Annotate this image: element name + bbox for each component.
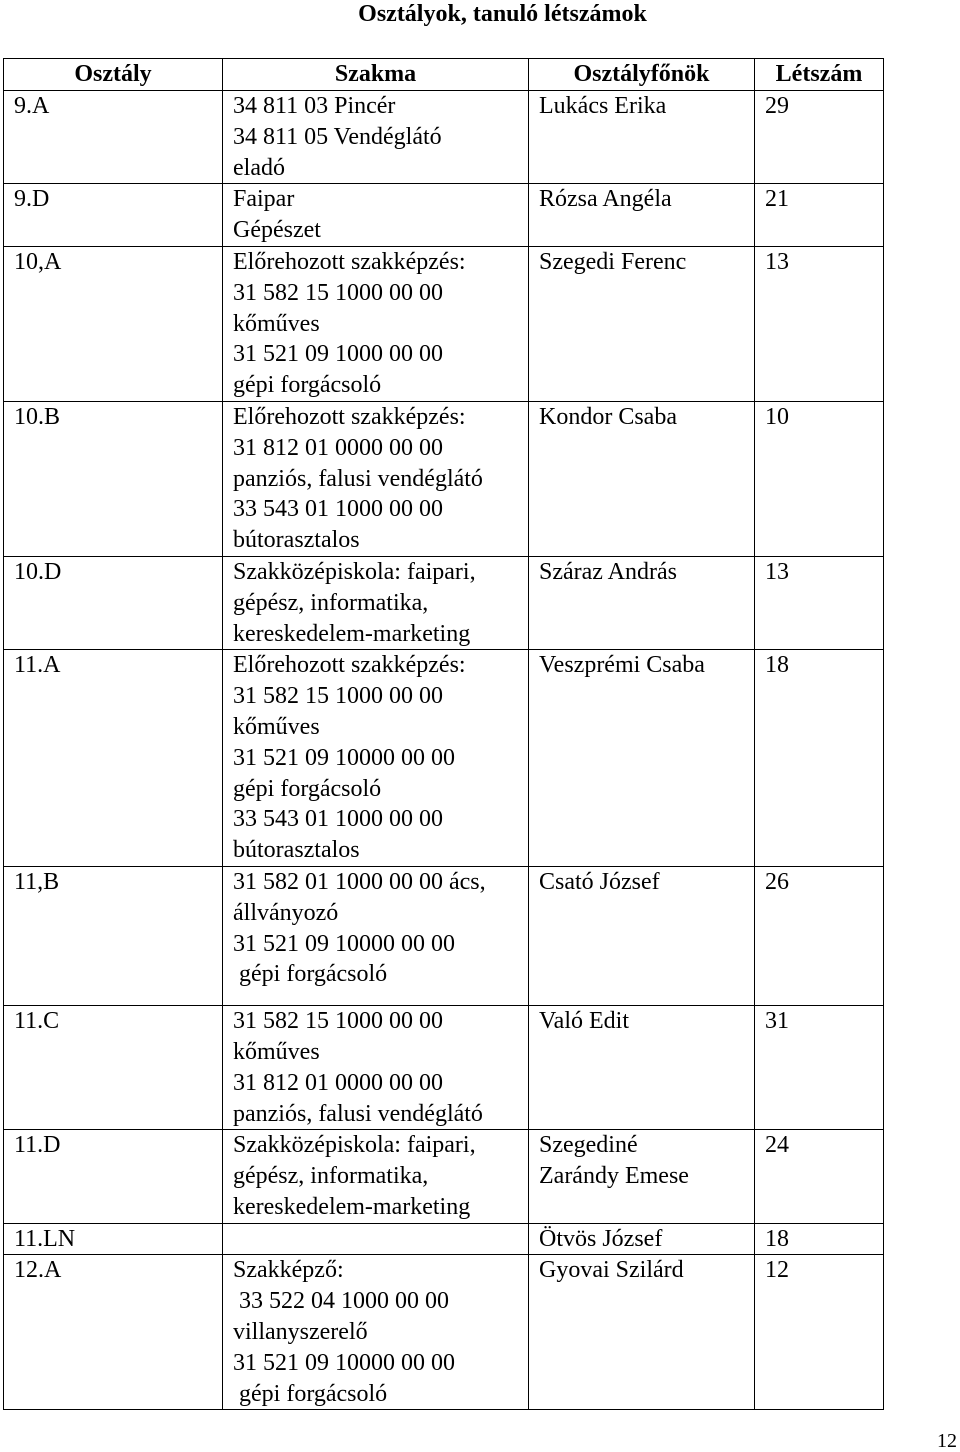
cell-szakma	[223, 866, 529, 1005]
header-szakma: Szakma	[223, 59, 529, 91]
cell-osztalyfonok	[529, 246, 755, 401]
cell-letszam: 21	[755, 184, 884, 247]
cell-osztaly: 9.A	[4, 91, 223, 184]
cell-osztaly: 11.C	[4, 1006, 223, 1130]
osztalyfonok-line: Száraz András	[539, 558, 677, 585]
cell-osztalyfonok	[529, 91, 755, 184]
cell-osztalyfonok	[529, 1130, 755, 1223]
osztalyfonok-line: Gyovai Szilárd	[539, 1257, 684, 1284]
table-row	[4, 91, 884, 184]
szakma-line: Előrehozott szakképzés:	[233, 403, 466, 430]
cell-szakma	[223, 246, 529, 401]
cell-letszam: 29	[755, 91, 884, 184]
cell-osztaly: 12.A	[4, 1255, 223, 1410]
header-osztaly: Osztály	[4, 59, 223, 91]
szakma-line: Gépészet	[233, 217, 321, 244]
osztalyfonok-line: Lukács Erika	[539, 93, 667, 119]
table-row	[4, 556, 884, 649]
szakma-line: 31 582 15 1000 00 00	[233, 683, 443, 710]
cell-osztalyfonok	[529, 866, 755, 1005]
cell-letszam: 18	[755, 650, 884, 867]
szakma-line: kereskedelem-marketing	[233, 1193, 471, 1220]
szakma-line: 34 811 03 Pincér	[233, 93, 396, 119]
osztalyfonok-line: Zarándy Emese	[539, 1163, 689, 1190]
cell-osztaly: 10.D	[4, 556, 223, 649]
table-body	[4, 91, 884, 1410]
page-title: Osztályok, tanuló létszámok	[358, 1, 647, 27]
table-row	[4, 1130, 884, 1223]
szakma-line: 31 582 01 1000 00 00 ács,	[233, 868, 486, 895]
cell-osztaly: 9.D	[4, 184, 223, 247]
cell-letszam: 10	[755, 401, 884, 556]
cell-szakma	[223, 1255, 529, 1410]
szakma-line: 31 812 01 0000 00 00	[233, 434, 443, 461]
szakma-line: állványozó	[233, 899, 339, 926]
table-row	[4, 1255, 884, 1410]
table-row	[4, 184, 884, 247]
szakma-line: 34 811 05 Vendéglátó	[233, 123, 442, 150]
cell-osztalyfonok	[529, 650, 755, 867]
cell-letszam: 18	[755, 1223, 884, 1255]
szakma-line: 31 521 09 10000 00 00	[233, 1349, 455, 1376]
cell-szakma	[223, 184, 529, 247]
cell-osztaly: 11,B	[4, 866, 223, 1005]
cell-letszam: 13	[755, 246, 884, 401]
cell-szakma	[223, 556, 529, 649]
szakma-line: gépész, informatika,	[233, 1163, 429, 1190]
cell-osztalyfonok	[529, 401, 755, 556]
szakma-line: eladó	[233, 154, 285, 181]
szakma-line: bútorasztalos	[233, 527, 360, 554]
szakma-line: 31 582 15 1000 00 00	[233, 279, 443, 306]
cell-osztalyfonok	[529, 184, 755, 247]
szakma-line: 33 543 01 1000 00 00	[233, 496, 443, 523]
header-osztalyfonok: Osztályfőnök	[529, 59, 755, 91]
szakma-line: 31 521 09 10000 00 00	[233, 744, 455, 771]
table-row	[4, 401, 884, 556]
cell-szakma	[223, 1006, 529, 1130]
cell-letszam: 13	[755, 556, 884, 649]
cell-szakma	[223, 1130, 529, 1223]
table-row	[4, 650, 884, 867]
table-row	[4, 1006, 884, 1130]
cell-letszam: 12	[755, 1255, 884, 1410]
cell-osztaly: 10.B	[4, 401, 223, 556]
szakma-line: 31 521 09 10000 00 00	[233, 930, 455, 957]
szakma-line: Szakközépiskola: faipari,	[233, 558, 476, 585]
szakma-line: Faipar	[233, 186, 295, 213]
szakma-line: kőműves	[233, 1038, 320, 1065]
cell-szakma	[223, 401, 529, 556]
table-row	[4, 866, 884, 1005]
table-row	[4, 1223, 884, 1255]
szakma-line: kőműves	[233, 310, 320, 337]
header-letszam: Létszám	[755, 59, 884, 91]
szakma-line: panziós, falusi vendéglátó	[233, 465, 483, 492]
osztalyfonok-line: Veszprémi Csaba	[539, 652, 705, 679]
cell-osztalyfonok	[529, 1006, 755, 1130]
cell-osztalyfonok	[529, 556, 755, 649]
szakma-line: Szakközépiskola: faipari,	[233, 1132, 476, 1159]
szakma-line: Előrehozott szakképzés:	[233, 652, 466, 679]
szakma-line: gépész, informatika,	[233, 589, 429, 616]
cell-osztaly: 11.LN	[4, 1223, 223, 1255]
osztalyfonok-line: Kondor Csaba	[539, 403, 677, 430]
table-header-row	[4, 59, 884, 91]
szakma-line: Előrehozott szakképzés:	[233, 248, 466, 275]
szakma-line: gépi forgácsoló	[233, 775, 382, 802]
osztalyfonok-line: Való Edit	[539, 1008, 629, 1035]
szakma-line: gépi forgácsoló	[233, 372, 382, 399]
szakma-line: gépi forgácsoló	[239, 961, 388, 988]
class-table	[3, 58, 884, 1410]
szakma-line: kereskedelem-marketing	[233, 620, 471, 647]
cell-szakma	[223, 650, 529, 867]
osztalyfonok-line: Ötvös József	[539, 1225, 663, 1252]
szakma-line: bútorasztalos	[233, 837, 360, 864]
cell-osztaly: 11.A	[4, 650, 223, 867]
szakma-line: 33 522 04 1000 00 00	[239, 1288, 449, 1315]
szakma-line: Szakképző:	[233, 1257, 344, 1284]
cell-letszam: 31	[755, 1006, 884, 1130]
table-row	[4, 246, 884, 401]
cell-letszam: 24	[755, 1130, 884, 1223]
page-number: 12	[937, 1430, 957, 1452]
cell-osztalyfonok	[529, 1255, 755, 1410]
cell-szakma	[223, 91, 529, 184]
szakma-line: panziós, falusi vendéglátó	[233, 1100, 483, 1127]
szakma-line: 33 543 01 1000 00 00	[233, 806, 443, 833]
cell-szakma	[223, 1223, 529, 1255]
szakma-line: 31 582 15 1000 00 00	[233, 1008, 443, 1035]
szakma-line: 31 812 01 0000 00 00	[233, 1069, 443, 1096]
osztalyfonok-line: Szegediné	[539, 1132, 638, 1159]
cell-osztalyfonok	[529, 1223, 755, 1255]
szakma-line: 31 521 09 1000 00 00	[233, 341, 443, 368]
szakma-line: gépi forgácsoló	[239, 1380, 388, 1407]
osztalyfonok-line: Csató József	[539, 868, 660, 895]
szakma-line: villanyszerelő	[233, 1319, 368, 1346]
osztalyfonok-line: Szegedi Ferenc	[539, 248, 687, 275]
cell-spacer	[233, 990, 528, 1005]
szakma-line: kőműves	[233, 713, 320, 740]
cell-osztaly: 11.D	[4, 1130, 223, 1223]
cell-osztaly: 10,A	[4, 246, 223, 401]
cell-letszam: 26	[755, 866, 884, 1005]
osztalyfonok-line: Rózsa Angéla	[539, 186, 672, 213]
